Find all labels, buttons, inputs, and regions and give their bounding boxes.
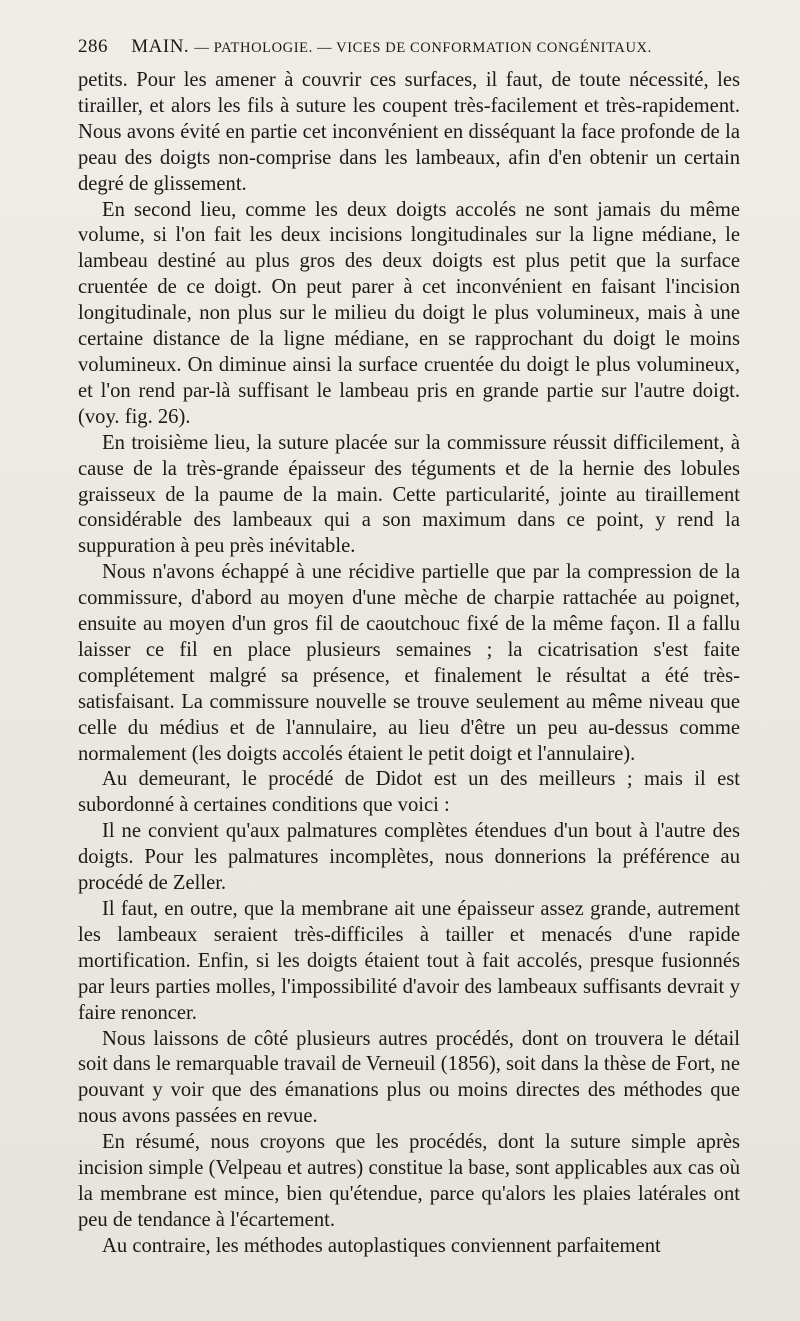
paragraph: Nous laissons de côté plusieurs autres procédés, dont on trouvera le détail soit dans le remarquable travail de Verneuil (1856), soit dans la thèse de Fort, ne pouvant y voir que des émanations plus ou moins directes des méthodes que nous avons passées en revue. (78, 1027, 740, 1128)
header-subtitle: — PATHOLOGIE. — VICES DE CONFORMATION CONGÉNITAUX. (194, 40, 652, 56)
paragraph: petits. Pour les amener à couvrir ces surfaces, il faut, de toute nécessité, les tirailler, et alors les fils à suture les coupent très-facilement et très-rapidement. Nous avons évité en partie cet inconvénient en disséquant la face profonde de la peau des doigts non-comprise dans les lambeaux, afin d'en obtenir un certain degré de glissement. (78, 69, 740, 195)
paragraph: Au demeurant, le procédé de Didot est un des meilleurs ; mais il est subordonné à certaines conditions que voici : (78, 768, 740, 817)
paragraph: En troisième lieu, la suture placée sur la commissure réussit difficilement, à cause de la très-grande épaisseur des téguments et de la hernie des lobules graisseux de la paume de la main. Cette particularité, jointe au tiraillement considérable des lambeaux qui a son maximum dans ce point, y rend la suppuration à peu près inévitable. (78, 431, 740, 558)
running-header (78, 36, 758, 58)
paragraph: Il ne convient qu'aux palmatures complètes étendues d'un bout à l'autre des doigts. Pour les palmatures incomplètes, nous donnerions la préférence au procédé de Zeller. (78, 820, 740, 895)
paragraph: En résumé, nous croyons que les procédés, dont la suture simple après incision simple (Velpeau et autres) constitue la base, sont applicables aux cas où la membrane est mince, bien qu'étendue, parce qu'alors les plaies latérales ont peu de tendance à l'écartement. (78, 1131, 740, 1231)
paragraph: En second lieu, comme les deux doigts accolés ne sont jamais du même volume, si l'on fait les deux incisions longitudinales sur la ligne médiane, le lambeau destiné au plus gros des deux doigts est plus petit que la surface cruentée de ce doigt. On peut parer à cet inconvénient en faisant l'incision longitudinale, non plus sur le milieu du doigt le plus volumineux, mais à une certaine distance de la ligne médiane, en se rapprochant du doigt le moins volumineux. On diminue ainsi la surface cruentée du doigt le plus volumineux, et l'on rend par-là suffisant le lambeau pris en grande partie sur l'autre doigt. (voy. fig. 26). (78, 198, 740, 428)
page-number: 286 (78, 36, 108, 57)
paragraph: Il faut, en outre, que la membrane ait une épaisseur assez grande, autrement les lambeaux seraient très-difficiles à tailler et menacés d'une rapide mortification. Enfin, si les doigts étaient tout à fait accolés, presque fusionnés par leurs parties molles, l'impossibilité d'avoir des lambeaux suffisants devrait y faire renoncer. (78, 898, 740, 1024)
body-text (78, 68, 740, 1260)
paragraph: Nous n'avons échappé à une récidive partielle que par la compression de la commissure, d'abord au moyen d'une mèche de charpie rattachée au poignet, ensuite au moyen d'un gros fil de caoutchouc fixé de la même façon. Il a fallu laisser ce fil en place plusieurs semaines ; la cicatrisation s'est faite complétement malgré sa présence, et finalement le résultat a été très-satisfaisant. La commissure nouvelle se trouve seulement au même niveau que celle du médius et de l'annulaire, au lieu d'être un peu au-dessus comme normalement (les doigts accolés étaient le petit doigt et l'annulaire). (78, 561, 740, 765)
paragraph: Au contraire, les méthodes autoplastiques conviennent parfaitement (102, 1234, 661, 1257)
header-title: MAIN. (131, 36, 190, 57)
